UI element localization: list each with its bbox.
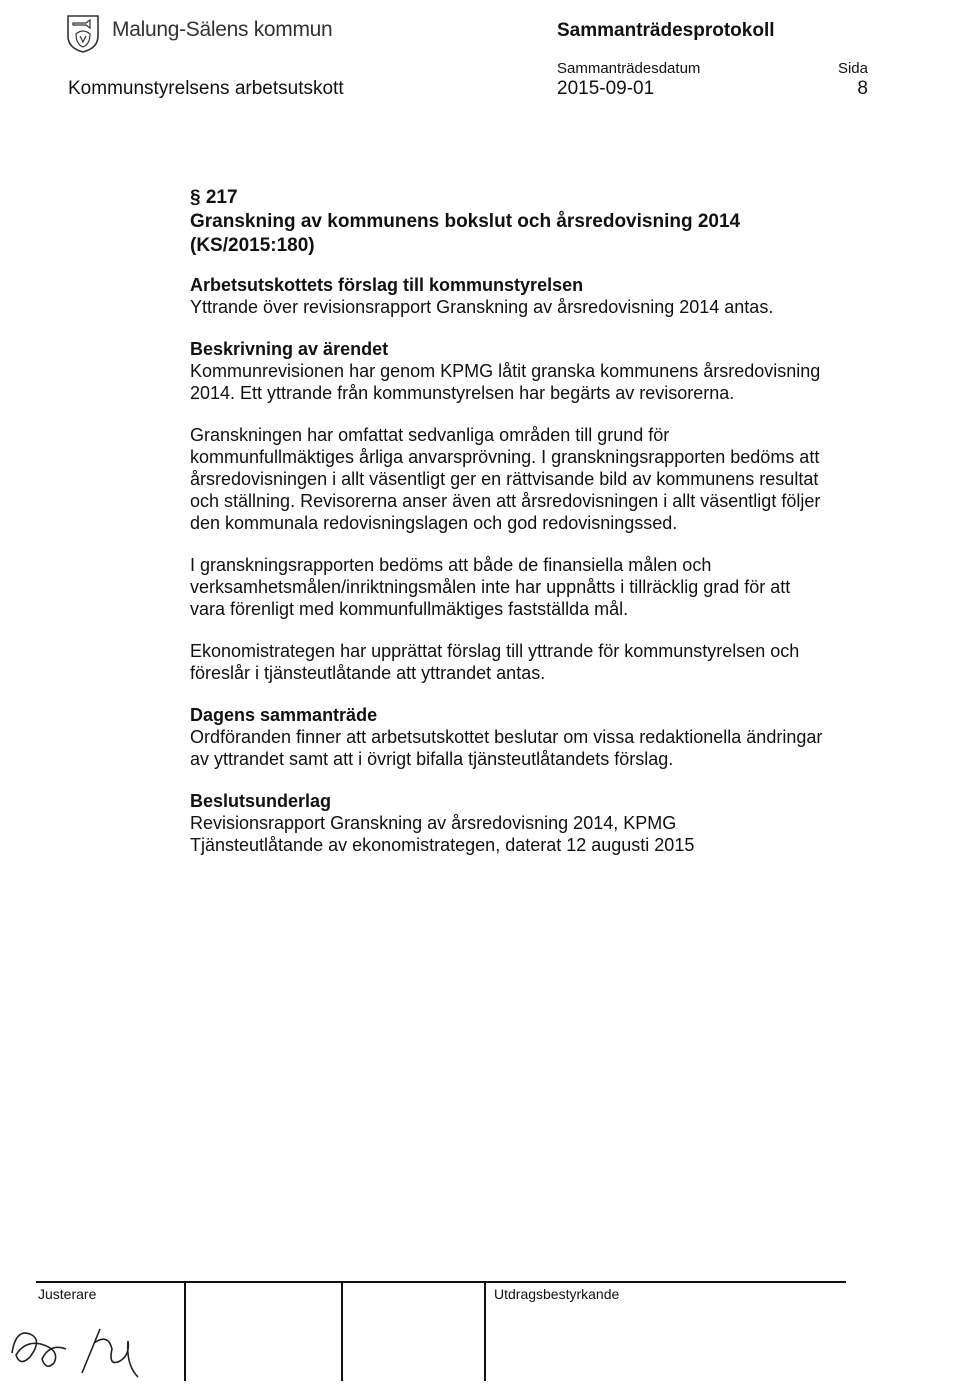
committee-name: Kommunstyrelsens arbetsutskott <box>68 78 344 99</box>
page-number: 8 <box>857 78 868 99</box>
description-paragraph: Granskningen har omfattat sedvanliga områden till grund för kommunfullmäktiges årliga anvarsprövning. I granskningsrapporten bedöms att årsredovisningen i allt väsentligt ger en rättvisande bild av kommunens resultat och ställning. Revisorerna anser även att årsredovisningen i allt väsentligt följer den kommunala redovisningslagen och god redovisningssed. <box>190 425 821 533</box>
footer-divider <box>484 1281 486 1381</box>
footer-rule <box>36 1281 846 1283</box>
basis-heading: Beslutsunderlag <box>190 791 332 811</box>
municipality-crest-icon <box>66 14 100 54</box>
proposal-heading: Arbetsutskottets förslag till kommunstyrelsen <box>190 275 584 295</box>
footer-divider <box>184 1281 186 1381</box>
item-title: Granskning av kommunens bokslut och årsredovisning 2014 <box>190 211 741 232</box>
case-reference: (KS/2015:180) <box>190 235 315 256</box>
basis-item: Revisionsrapport Granskning av årsredovisning 2014, KPMG <box>190 813 677 833</box>
description-section <box>190 338 830 404</box>
description-paragraph: I granskningsrapporten bedöms att både de finansiella målen och verksamhetsmålen/inriktningsmålen inte har uppnåtts i tillräcklig grad för att vara förenligt med kommunfullmäktiges fastställda mål. <box>190 555 791 619</box>
adjusters-label: Justerare <box>38 1286 97 1302</box>
meeting-section <box>190 704 830 770</box>
extract-certification-label: Utdragsbestyrkande <box>494 1286 620 1302</box>
description-heading: Beskrivning av ärendet <box>190 339 389 359</box>
meeting-heading: Dagens sammanträde <box>190 705 378 725</box>
meeting-date-label: Sammanträdesdatum <box>557 60 701 77</box>
paragraph-number: § 217 <box>190 187 238 208</box>
meeting-date-value: 2015-09-01 <box>557 78 655 99</box>
document-type: Sammanträdesprotokoll <box>557 20 775 41</box>
basis-section <box>190 790 830 856</box>
description-paragraph: Kommunrevisionen har genom KPMG låtit granska kommunens årsredovisning 2014. Ett yttrande från kommunstyrelsen har begärts av revisorerna. <box>190 361 821 403</box>
footer-divider <box>341 1281 343 1381</box>
minutes-body <box>190 186 830 876</box>
page-label: Sida <box>837 60 868 77</box>
description-paragraph: Ekonomistrategen har upprättat förslag till yttrande för kommunstyrelsen och föreslår i tjänsteutlåtande att yttrandet antas. <box>190 641 800 683</box>
handwritten-signature <box>4 1305 164 1380</box>
meeting-text: Ordföranden finner att arbetsutskottet beslutar om vissa redaktionella ändringar av yttrandet samt att i övrigt bifalla tjänsteutlåtandets förslag. <box>190 727 823 769</box>
proposal-section <box>190 274 830 318</box>
basis-item: Tjänsteutlåtande av ekonomistrategen, daterat 12 augusti 2015 <box>190 835 695 855</box>
proposal-text: Yttrande över revisionsrapport Granskning av årsredovisning 2014 antas. <box>190 297 774 317</box>
municipality-name: Malung-Sälens kommun <box>112 18 333 41</box>
